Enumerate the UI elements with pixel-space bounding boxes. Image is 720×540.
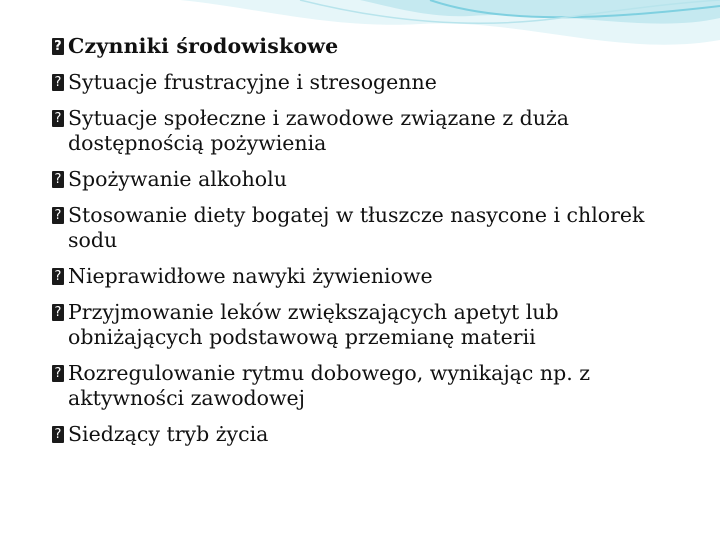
list-item-text: Przyjmowanie leków zwiększających apetyt lub obniżających podstawową przemianę materii (68, 300, 559, 349)
list-item-text: Stosowanie diety bogatej w tłuszcze nasycone i chlorek sodu (68, 203, 645, 252)
list-item-text: Siedzący tryb życia (68, 422, 269, 446)
list-item-title (52, 34, 692, 59)
bullet-marker-icon: ? (52, 171, 64, 188)
list-item-text: Rozregulowanie rytmu dobowego, wynikając np. z aktywności zawodowej (68, 361, 591, 410)
list-item (52, 264, 692, 289)
list-item (52, 300, 692, 350)
list-item (52, 167, 692, 192)
list-item-text: Spożywanie alkoholu (68, 167, 287, 191)
bullet-marker-icon: ? (52, 304, 64, 321)
list-item (52, 361, 692, 411)
list-item-text: Nieprawidłowe nawyki żywieniowe (68, 264, 433, 288)
list-item-text: Sytuacje frustracyjne i stresogenne (68, 70, 437, 94)
bullet-marker-icon: ? (52, 365, 64, 382)
bullet-marker-icon: ? (52, 38, 64, 55)
bullet-marker-icon: ? (52, 110, 64, 127)
list-item-text: Sytuacje społeczne i zawodowe związane z duża dostępnością pożywienia (68, 106, 569, 155)
list-item (52, 70, 692, 95)
list-item (52, 106, 692, 156)
bullet-marker-icon: ? (52, 74, 64, 91)
list-item (52, 203, 692, 253)
bullet-marker-icon: ? (52, 426, 64, 443)
bullet-marker-icon: ? (52, 207, 64, 224)
bullet-marker-icon: ? (52, 268, 64, 285)
list-item (52, 422, 692, 447)
list-item-text: Czynniki środowiskowe (68, 34, 339, 58)
bullet-list (52, 34, 692, 458)
